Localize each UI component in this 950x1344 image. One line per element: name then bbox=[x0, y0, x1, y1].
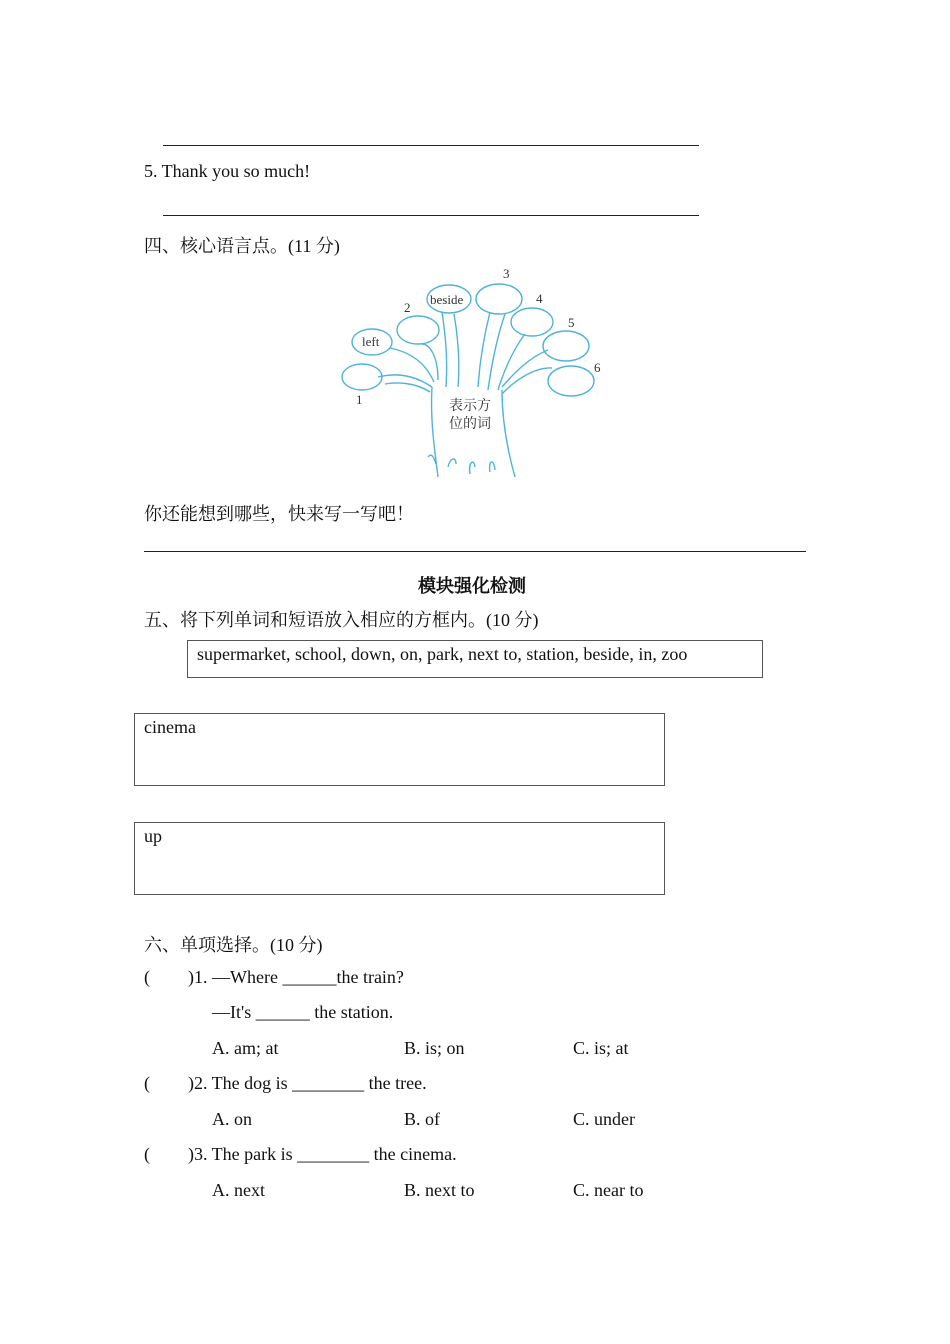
tree-root bbox=[448, 459, 456, 467]
answer-line-section-4[interactable] bbox=[144, 551, 806, 552]
branch-1b bbox=[385, 383, 430, 392]
section-6-heading: 六、单项选择。(10 分) bbox=[144, 935, 323, 955]
leaf-number-6: 6 bbox=[594, 360, 601, 375]
leaf-3 bbox=[476, 284, 522, 314]
section-4-heading: 四、核心语言点。(11 分) bbox=[144, 236, 340, 256]
option-b[interactable]: B. next to bbox=[404, 1180, 475, 1200]
answer-paren[interactable]: ( bbox=[144, 1073, 150, 1093]
leaf-6 bbox=[548, 366, 594, 396]
section-4-prompt: 你还能想到哪些，快来写一写吧！ bbox=[144, 504, 414, 524]
option-a[interactable]: A. next bbox=[212, 1180, 265, 1200]
tree-trunk-right bbox=[502, 390, 515, 477]
leaf-number-2: 2 bbox=[404, 300, 411, 315]
option-b[interactable]: B. of bbox=[404, 1109, 440, 1129]
leaf-4 bbox=[511, 308, 553, 336]
answer-box-up[interactable] bbox=[134, 822, 665, 895]
answer-paren[interactable]: ( bbox=[144, 967, 150, 987]
answer-box-up-label: up bbox=[144, 826, 162, 846]
module-title: 模块强化检测 bbox=[418, 576, 526, 596]
leaf-number-5: 5 bbox=[568, 315, 575, 330]
answer-box-cinema-label: cinema bbox=[144, 717, 196, 737]
branch-beside-b bbox=[454, 314, 459, 387]
option-c[interactable]: C. under bbox=[573, 1109, 635, 1129]
leaf-1 bbox=[342, 364, 382, 390]
leaf-left-word: left bbox=[362, 334, 380, 349]
leaf-number-4: 4 bbox=[536, 291, 543, 306]
leaf-5 bbox=[543, 331, 589, 361]
answer-line-5[interactable] bbox=[163, 215, 699, 216]
leaf-number-3: 3 bbox=[503, 266, 510, 281]
branch-beside bbox=[442, 312, 447, 387]
branch-3 bbox=[478, 312, 490, 387]
answer-paren[interactable]: ( bbox=[144, 1144, 150, 1164]
question-stem: )1. —Where ______the train? bbox=[188, 967, 404, 987]
word-bank-text: supermarket, school, down, on, park, next to, station, beside, in, zoo bbox=[197, 644, 688, 664]
question-stem: )2. The dog is ________ the tree. bbox=[188, 1073, 427, 1093]
tree-root bbox=[470, 462, 475, 474]
answer-line-4[interactable] bbox=[163, 145, 699, 146]
leaf-number-1: 1 bbox=[356, 392, 363, 407]
question-stem: )3. The park is ________ the cinema. bbox=[188, 1144, 457, 1164]
question-stem-line2: —It's ______ the station. bbox=[212, 1002, 394, 1022]
word-bank-box bbox=[187, 640, 763, 678]
leaf-beside-word: beside bbox=[430, 292, 464, 307]
trunk-label-line1: 表示方 bbox=[449, 399, 491, 414]
option-b[interactable]: B. is; on bbox=[404, 1038, 465, 1058]
section-5-heading: 五、将下列单词和短语放入相应的方框内。(10 分) bbox=[144, 610, 539, 630]
leaf-2 bbox=[397, 316, 439, 344]
option-a[interactable]: A. on bbox=[212, 1109, 252, 1129]
question-5: 5. Thank you so much! bbox=[144, 161, 311, 181]
branch-6 bbox=[502, 368, 552, 394]
option-c[interactable]: C. near to bbox=[573, 1180, 644, 1200]
tree-root bbox=[490, 462, 495, 472]
trunk-label-line2: 位的词 bbox=[449, 417, 491, 432]
branch-1 bbox=[378, 375, 432, 387]
answer-box-cinema[interactable] bbox=[134, 713, 665, 786]
branch-4 bbox=[498, 334, 525, 390]
option-a[interactable]: A. am; at bbox=[212, 1038, 279, 1058]
tree-trunk-left bbox=[432, 387, 438, 477]
option-c[interactable]: C. is; at bbox=[573, 1038, 629, 1058]
direction-words-tree-diagram bbox=[330, 262, 620, 482]
